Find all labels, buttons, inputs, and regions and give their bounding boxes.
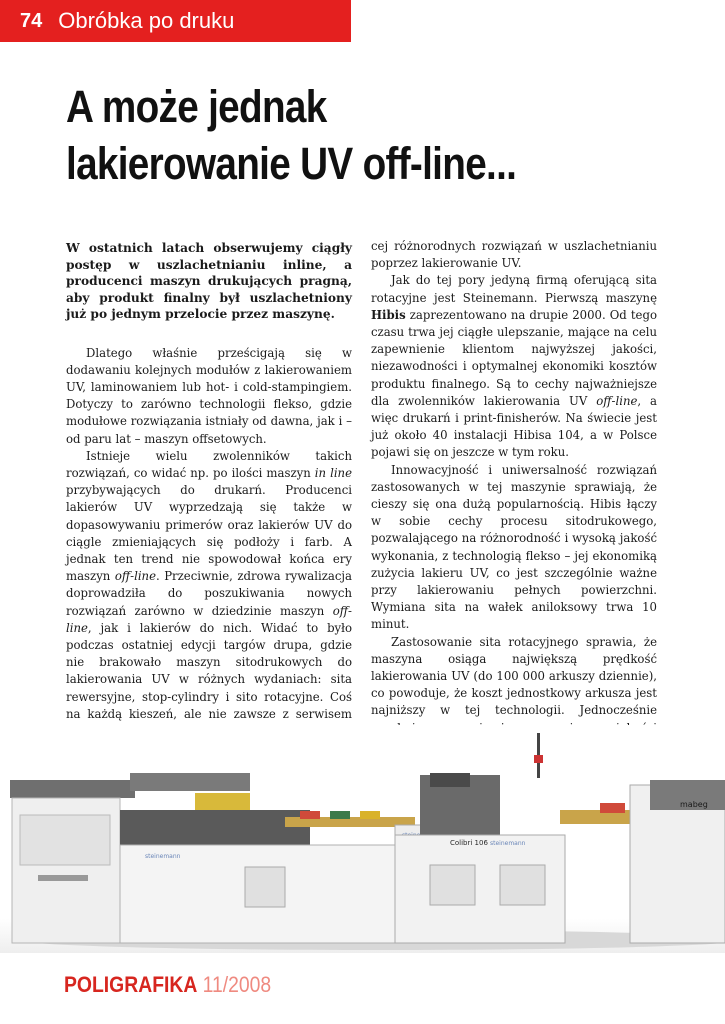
title-line-2: lakierowanie UV off-line... <box>66 138 517 189</box>
machine-illustration <box>0 725 725 953</box>
body-paragraph: Zastosowanie sita rotacyjnego sprawia, że maszyna osiąga największą prędkość lakierowania UV (do 100 000 arkuszy dziennie), co powoduje, że koszt jednostkowy arkusza jest najniższy w tej technologii. Jednocześnie <box>371 634 657 718</box>
machine-photo <box>0 725 725 953</box>
section-title: Obróbka po druku <box>58 8 235 33</box>
body-paragraph: cej różnorodnych rozwiązań w uszlachetnianiu poprzez lakierowanie UV. <box>371 239 657 271</box>
header-bar <box>0 0 351 42</box>
footer <box>64 972 271 998</box>
machine-label: mabeg <box>680 800 708 809</box>
body-paragraph: Innowacyjność i uniwersalność rozwiązań zastosowanych w tej maszynie sprawiają, że cieszy się ona dużą popularnością. Hibis łączy w sobie cechy procesu sitodrukowego, pozwalającego na różnorodność i wysoką jakość wykonania, z technologią flekso – jej ekonomiką zużycia lakieru UV, co jest szczególnie ważne przy lakierowaniu pełnych powierzchni. Wymiana sita na wałek aniloksowy trwa 10 minut. <box>371 462 657 632</box>
body-paragraph: Istnieje wielu zwolenników takich rozwiązań, co widać np. po ilości maszyn in line przybywających do drukarń. Producenci lakierów UV wyprzedzają się także w dopasowywaniu primerów oraz lakierów UV do ciągle zmieniających się podłoży i farb. A jednak ten trend nie spowodował końca ery maszyn off-line. Przeciwnie, zdrowa rywalizacja doprowadziła do poszukiwania nowych rozwiązań zarówno w dziedzinie maszyn off-line, jak i lakierów do nich. Widać to było podczas ostatniej edycji targów drupa, gdzie nie brakowało maszyn sitodrukowych do lakierowania UV w różnych wydaniach: sita rewersyjne, stop-cylindry i sito rotacyjne. Coś na każdą kieszeń, ale nie zawsze z serwisem <box>66 448 352 721</box>
body-paragraph: Dlatego właśnie prześcigają się w dodawaniu kolejnych modułów z lakierowaniem UV, laminowaniem lub hot- i cold-stampingiem. Dotyczy to zarówno technologii flekso, gdzie modułowe rozwiązania istniały od dawna, jak i – od paru lat – maszyn offsetowych. <box>66 345 352 446</box>
article-title <box>66 78 599 192</box>
issue-number: 11/2008 <box>202 972 272 997</box>
left-column <box>66 240 352 775</box>
title-line-1: A może jednak <box>66 81 327 132</box>
right-column <box>371 238 657 789</box>
magazine-brand: POLIGRAFIKA <box>64 972 198 997</box>
machine-label: steinemann <box>145 853 181 860</box>
body-paragraph: Jak do tej pory jedyną firmą oferującą sita rotacyjne jest Steinemann. Pierwszą maszynę Hibis zaprezentowano na drupie 2000. Od tego czasu trwa jej ciągłe ulepszanie, mające na celu zapewnienie klientom najwyższej jakości, niezawodności i optymalnej ekonomiki kosztów produktu finalnego. Są to cechy najważniejsze dla zwolenników lakierowania UV off-line, a więc drukarń i print-finisherów. Na świecie jest już około 40 instalacji Hibisa 104, a w Polsce pojawi się on jeszcze w tym roku. <box>371 273 657 460</box>
lead-paragraph: W ostatnich latach obserwujemy ciągły postęp w uszlachetnianiu inline, a producenci maszyn drukujących pragną, aby produkt finalny był uszlachetniony już po jednym przelocie przez maszynę. <box>66 241 352 321</box>
machine-label: steinemann <box>490 840 526 847</box>
machine-label: Colibri 106 <box>450 839 488 847</box>
page-number: 74 <box>20 9 43 32</box>
